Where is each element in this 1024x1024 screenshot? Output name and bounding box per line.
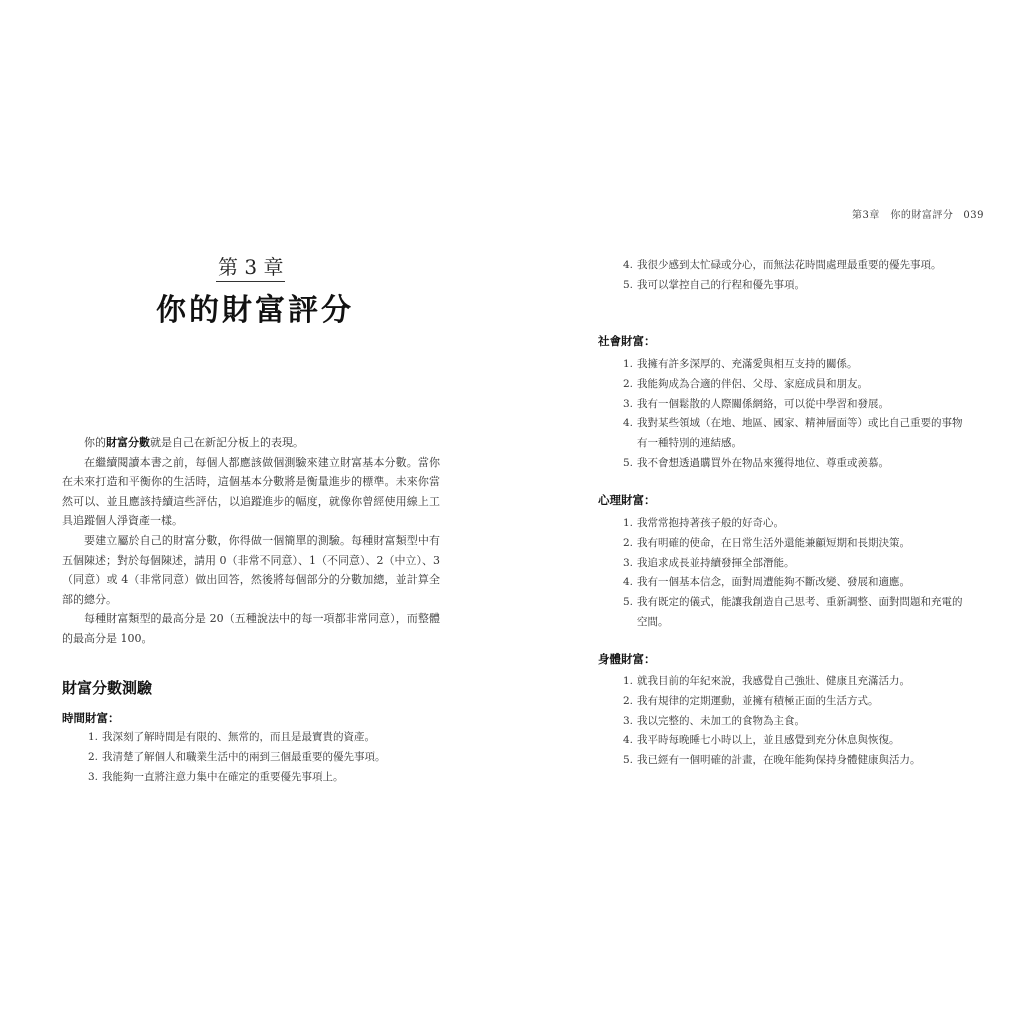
item-text: 我有既定的儀式，能讓我創造自己思考、重新調整、面對問題和充電的空間。 (637, 596, 963, 628)
list-item (623, 514, 968, 534)
item-text: 我追求成長並持續發揮全部潛能。 (637, 556, 795, 569)
item-text: 我有明確的使命，在日常生活外還能兼顧短期和長期決策。 (637, 536, 910, 549)
list-item (623, 534, 968, 554)
item-text: 我有規律的定期運動，並擁有積極正面的生活方式。 (637, 694, 879, 707)
list-item (88, 728, 438, 748)
item-number: 5. (623, 278, 634, 291)
wealth-score-term: 財富分數 (106, 436, 150, 449)
list-item (623, 731, 968, 751)
item-number: 2. (623, 377, 634, 390)
item-number: 1. (623, 675, 634, 687)
running-header (852, 206, 984, 221)
list-item (623, 573, 968, 593)
item-text: 就我目前的年紀來說，我感覺自己強壯、健康且充滿活力。 (637, 675, 910, 687)
intro-p1-suffix: 就是自己在新記分板上的表現。 (150, 436, 304, 449)
list-item (623, 593, 968, 633)
item-number: 3. (88, 770, 99, 783)
list-item (623, 692, 968, 712)
intro-paragraph-4: 每種財富類型的最高分是 20（五種說法中的每一項都非常同意），而整體的最高分是 100。 (62, 612, 440, 645)
item-text: 我清楚了解個人和職業生活中的兩到三個最重要的優先事項。 (102, 750, 386, 763)
item-text: 我平時每晚睡七小時以上，並且感覺到充分休息與恢復。 (637, 734, 900, 747)
physical-wealth-label: 身體財富： (598, 652, 656, 666)
item-number: 1. (623, 358, 634, 370)
list-item (623, 395, 968, 415)
mental-wealth-label: 心理財富： (598, 493, 656, 507)
list-item (623, 672, 968, 692)
item-number: 3. (623, 556, 634, 569)
list-item (623, 375, 968, 395)
item-text: 我有一個鬆散的人際關係網絡，可以從中學習和發展。 (637, 397, 889, 410)
list-item (623, 355, 968, 375)
intro-paragraph-2: 在繼續閱讀本書之前，每個人都應該做個測驗來建立財富基本分數。當你在未來打造和平衡你的生活時，這個基本分數將是衡量進步的標準。未來你當然可以、並且應該持續這些評估，以追蹤進步的幅度，就像你曾經使用線上工具追蹤個人淨資產一樣。 (62, 455, 440, 528)
item-text: 我不會想透過購買外在物品來獲得地位、尊重或羨慕。 (637, 456, 889, 469)
item-number: 3. (623, 397, 634, 410)
social-wealth-label: 社會財富： (598, 334, 656, 348)
page-number: 039 (963, 210, 984, 221)
list-item (623, 712, 968, 732)
item-text: 我常常抱持著孩子般的好奇心。 (637, 517, 784, 529)
chapter-title: 你的財富評分 (156, 293, 354, 328)
item-number: 5. (623, 456, 634, 469)
item-text: 我能夠成為合適的伴侶、父母、家庭成員和朋友。 (637, 377, 868, 390)
item-number: 4. (623, 417, 634, 430)
item-number: 3. (623, 714, 634, 727)
social-wealth-list (623, 355, 968, 474)
item-number: 2. (623, 536, 634, 549)
item-text: 我以完整的、未加工的食物為主食。 (637, 714, 805, 727)
intro-paragraph-3: 要建立屬於自己的財富分數，你得做一個簡單的測驗。每種財富類型中有五個陳述；對於每個陳述，請用 0（非常不同意）、1（不同意）、2（中立）、3（同意）或 4（非常同意）做出回答，然後將每個部分的分數加總，並計算全部的總分。 (62, 533, 440, 606)
item-text: 我很少感到太忙碌或分心，而無法花時間處理最重要的優先事項。 (637, 259, 942, 271)
chapter-number: 第 3 章 (216, 256, 285, 282)
item-number: 5. (623, 754, 634, 767)
intro-paragraph-1 (62, 433, 440, 453)
item-number: 1. (623, 517, 634, 529)
item-number: 1. (88, 731, 99, 743)
item-number: 2. (623, 694, 634, 707)
list-item (88, 768, 438, 788)
list-item (623, 414, 968, 454)
item-number: 5. (623, 596, 634, 609)
item-number: 2. (88, 750, 99, 763)
item-text: 我擁有許多深厚的、充滿愛與相互支持的關係。 (637, 358, 858, 370)
time-wealth-list-continued (623, 256, 968, 296)
item-number: 4. (623, 734, 634, 747)
right-page (512, 0, 1024, 1024)
list-item (623, 554, 968, 574)
intro-p1-prefix: 你的 (84, 436, 106, 449)
intro-text (62, 433, 440, 649)
running-title: 第3章 你的財富評分 (852, 210, 954, 221)
item-text: 我已經有一個明確的計畫，在晚年能夠保持身體健康與活力。 (637, 754, 921, 767)
item-text: 我深刻了解時間是有限的、無常的，而且是最寶貴的資產。 (102, 731, 375, 743)
item-text: 我有一個基本信念，面對周遭能夠不斷改變、發展和適應。 (637, 576, 910, 589)
list-item (623, 276, 968, 296)
item-text: 我對某些領域（在地、地區、國家、精神層面等）或比自己重要的事物有一種特別的連結感。 (637, 417, 963, 450)
list-item (623, 256, 968, 276)
physical-wealth-list (623, 672, 968, 771)
list-item (623, 751, 968, 771)
list-item (88, 748, 438, 768)
item-text: 我可以掌控自己的行程和優先事項。 (637, 278, 805, 291)
item-number: 4. (623, 576, 634, 589)
list-item (623, 454, 968, 474)
time-wealth-label: 時間財富： (62, 711, 120, 725)
quiz-heading: 財富分數測驗 (62, 679, 153, 697)
item-number: 4. (623, 259, 634, 271)
item-text: 我能夠一直將注意力集中在確定的重要優先事項上。 (102, 770, 344, 783)
time-wealth-list (88, 728, 438, 787)
mental-wealth-list (623, 514, 968, 633)
